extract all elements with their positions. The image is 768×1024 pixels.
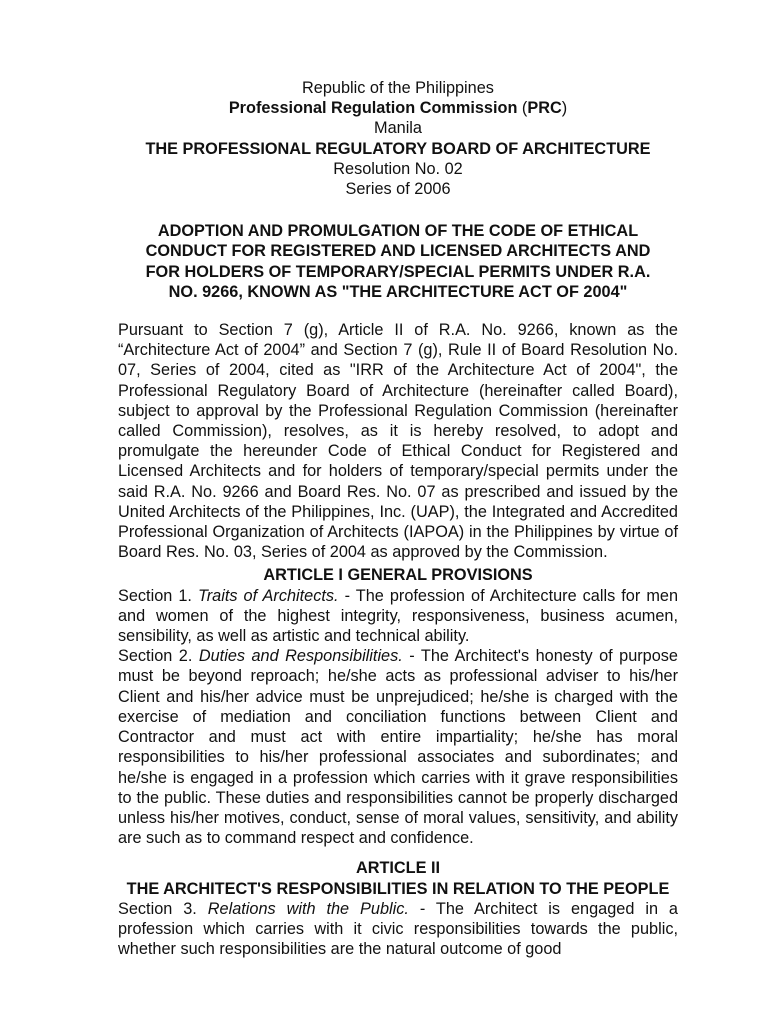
header-commission-abbr: PRC [527, 99, 562, 118]
section-2-title: Duties and Responsibilities. [198, 647, 403, 666]
title-line-4: NO. 9266, KNOWN AS "THE ARCHITECTURE ACT OF 2004" [168, 282, 628, 301]
section-3-title: Relations with the Public. [207, 899, 409, 918]
title-line-1: ADOPTION AND PROMULGATION OF THE CODE OF ETHICAL [157, 222, 639, 241]
header-paren-open: ( [517, 99, 528, 118]
section-2-paragraph [118, 646, 678, 848]
document-page [118, 78, 678, 959]
header-republic: Republic of the Philippines [302, 79, 494, 97]
header-commission [118, 98, 678, 118]
resolution-title [118, 221, 678, 302]
title-line-3: FOR HOLDERS OF TEMPORARY/SPECIAL PERMITS UNDER R.A. [145, 262, 651, 281]
article-2-title: THE ARCHITECT'S RESPONSIBILITIES IN RELATION TO THE PEOPLE [126, 879, 670, 898]
article-2-number: ARTICLE II [355, 859, 441, 878]
header-city: Manila [374, 119, 422, 138]
article-1-heading: ARTICLE I GENERAL PROVISIONS [263, 566, 533, 585]
section-3-label: Section 3. [118, 899, 208, 918]
section-1-text: - The profession of Architecture calls for men and women of the highest integrity, responsiveness, business acumen, sensibility, as well as artistic and technical ability. [118, 586, 679, 646]
section-3-text: - The Architect is engaged in a profession which carries with it civic responsibilities towards the public, whether such responsibilities are the natural outcome of good [118, 899, 678, 959]
section-3-paragraph [118, 899, 678, 960]
section-1-label: Section 1. [118, 586, 198, 605]
section-1-paragraph [118, 586, 678, 647]
header-board: THE PROFESSIONAL REGULATORY BOARD OF ARCHITECTURE [145, 139, 651, 158]
document-header [118, 78, 678, 199]
header-commission-name: Professional Regulation Commission [228, 99, 518, 118]
header-series: Series of 2006 [345, 180, 451, 199]
section-2-label: Section 2. [118, 647, 199, 666]
preamble-paragraph: Pursuant to Section 7 (g), Article II of R.A. No. 9266, known as the “Architecture Act of 2004” and Section 7 (g), Rule II of Board Resolution No. 07, Series of 2004, cited as "IRR of the Architecture Act of 2004", the Professional Regulatory Board of Architecture (hereinafter called Board), subject to approval by the Professional Regulation Commission (hereinafter called Commission), resolves, as it is hereby resolved, to adopt and promulgate the hereunder Code of Ethical Conduct for Registered and Licensed Architects and for holders of temporary/special permits under the said R.A. No. 9266 and Board Res. No. 07 as prescribed and issued by the United Architects of the Philippines, Inc. (UAP), the Integrated and Accredited Professional Organization of Architects (IAPOA) in the Philippines by virtue of Board Res. No. 03, Series of 2004 as approved by the Commission. [118, 321, 678, 562]
section-1-title: Traits of Architects. [197, 586, 339, 605]
article-2-heading [118, 858, 678, 898]
header-resolution: Resolution No. 02 [333, 159, 463, 178]
section-2-text: - The Architect's honesty of purpose must be beyond reproach; he/she acts as professional adviser to his/her Client and his/her advice must be unprejudiced; he/she is charged with the exercise of mediation and conciliation functions between Client and Contractor and must act with entire impartiality; he/she has moral responsibilities to his/her professional associates and subordinates; and he/she is engaged in a profession which carries with it grave responsibilities to the public. These duties and responsibilities cannot be properly discharged unless his/her motives, conduct, sense of moral values, sensitivity, and ability are such as to command respect and confidence. [118, 647, 678, 848]
title-line-2: CONDUCT FOR REGISTERED AND LICENSED ARCHITECTS AND [145, 242, 651, 261]
header-paren-close: ) [561, 99, 568, 118]
